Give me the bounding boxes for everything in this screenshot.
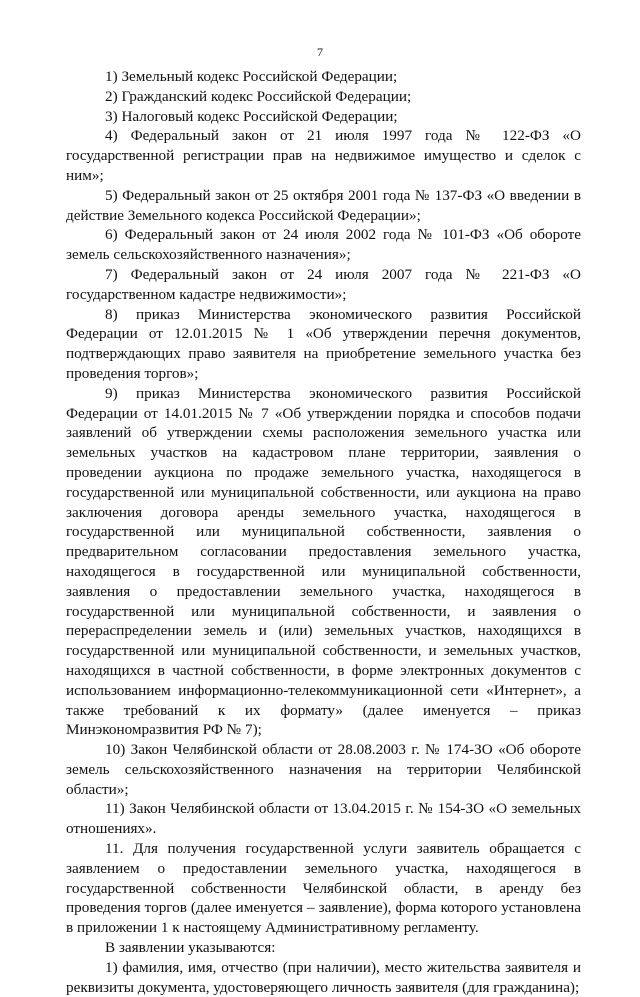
- document-body: [66, 67, 581, 997]
- application-contents-heading: В заявлении указываются:: [105, 939, 276, 957]
- list-item-11: 11) Закон Челябинской области от 13.04.2015 г. № 154-ЗО «О земельных отношениях».: [66, 800, 581, 838]
- list-item-7: 7) Федеральный закон от 24 июля 2007 года № 221-ФЗ «О государственном кадастре недвижимости»;: [66, 265, 581, 303]
- list-item-5: 5) Федеральный закон от 25 октября 2001 года № 137-ФЗ «О введении в действие Земельного кодекса Российской Федерации»;: [66, 186, 581, 224]
- list-item-4: 4) Федеральный закон от 21 июля 1997 года № 122-ФЗ «О государственной регистрации прав на недвижимое имущество и сделок с ним»;: [66, 127, 581, 184]
- list-item-1: 1) Земельный кодекс Российской Федерации;: [105, 68, 398, 85]
- list-item-6: 6) Федеральный закон от 24 июля 2002 года № 101-ФЗ «Об обороте земель сельскохозяйственного назначения»;: [66, 226, 581, 264]
- list-item-10: 10) Закон Челябинской области от 28.08.2003 г. № 174-ЗО «Об обороте земель сельскохозяйственного назначения на территории Челябинской области»;: [66, 741, 581, 798]
- list-item-2: 2) Гражданский кодекс Российской Федерации;: [105, 87, 412, 105]
- list-item-3: 3) Налоговый кодекс Российской Федерации;: [105, 107, 398, 125]
- section-11-paragraph: 11. Для получения государственной услуги заявитель обращается с заявлением о предоставлении земельного участка, находящегося в государственной собственности Челябинской области, в аренду без проведения торгов (далее именуется – заявление), форма которого установлена в приложении 1 к настоящему Административному регламенту.: [66, 840, 581, 937]
- list-item-9: 9) приказ Министерства экономического развития Российской Федерации от 14.01.2015 № 7 «Об утверждении порядка и способов подачи заявлений об утверждении схемы расположения земельного участка или земельных участков на кадастровом плане территории, заявления о проведении аукциона по продаже земельного участка, находящегося в государственной или муниципальной собственности, или аукциона на право заключения договора аренды земельного участка, находящегося в государственной или муниципальной собственности, заявления о предварительном согласовании предоставления земельного участка, находящегося в государственной или муниципальной собственности, заявления о предоставлении земельного участка, находящегося в государственной или муниципальной собственности, и заявления о перераспределении земель и (или) земельных участков, находящихся в государственной или муниципальной собственности, и земельных участков, находящихся в частной собственности, в форме электронных документов с использованием информационно-телекоммуникационной сети «Интернет», а также требований к их формату» (далее именуется – приказ Минэкономразвития РФ № 7);: [66, 384, 581, 739]
- application-item-1: 1) фамилия, имя, отчество (при наличии), место жительства заявителя и реквизиты документа, удостоверяющего личность заявителя (для гражданина);: [66, 958, 581, 996]
- page-number: 7: [317, 45, 323, 59]
- list-item-8: 8) приказ Министерства экономического развития Российской Федерации от 12.01.2015 № 1 «Об утверждении перечня документов, подтверждающих право заявителя на приобретение земельного участка без проведения торгов»;: [66, 305, 581, 382]
